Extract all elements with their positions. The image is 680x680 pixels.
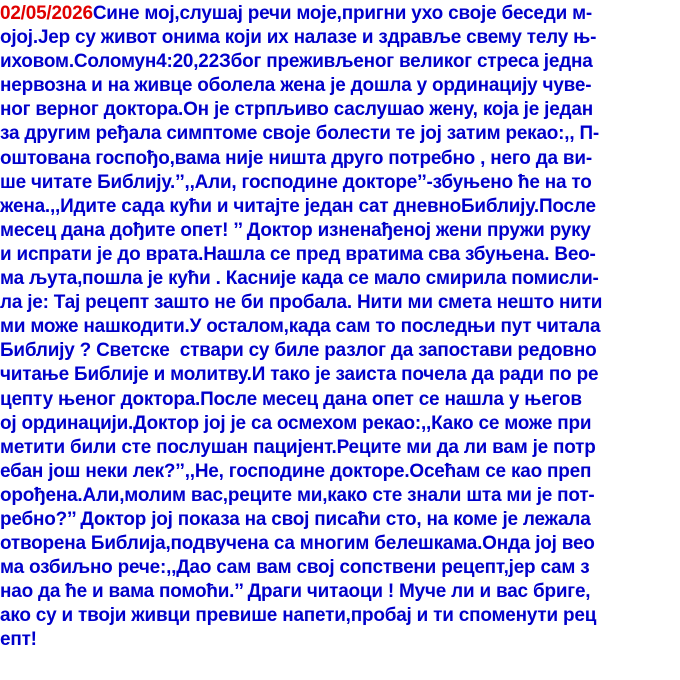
- text-line-14: ми може нашкодити.У осталом,када сам то последњи пут читала: [0, 316, 601, 338]
- text-line-26: ако су и твоји живци превише напети,пробај и ти споменути рец: [0, 605, 597, 627]
- text-line-9: жена.,,Идите сада кући и читајте један сат дневноБиблију.После: [0, 195, 596, 217]
- text-line-16: читање Библије и молитву.И тако је заиста почела да ради по ре: [0, 364, 599, 386]
- date-label: 02/05/2026: [0, 3, 93, 24]
- text-line-10: месец дана дођите опет! ’’ Доктор изненађеној жени пружи руку: [0, 219, 591, 241]
- text-line-3: иховом.Соломун4:20,22Због преживљеног великог стреса једна: [0, 51, 593, 73]
- text-line-1: [0, 2, 678, 26]
- text-line-8: ше читате Библију.’’,,Али, господине докторе’’-збуњено ће на то: [0, 171, 592, 193]
- text-line-1-body: Сине мој,слушај речи моје,пригни ухо своје беседи м-: [92, 3, 593, 24]
- text-line-11: и испрати је до врата.Нашла се пред вратима сва збуњена. Вео-: [0, 243, 596, 265]
- text-line-2: ојој.Јер су живот онима који их налазе и здравље свему телу њ-: [0, 27, 597, 49]
- text-line-19: метити били сте послушан пацијент.Реците ми да ли вам је потр: [0, 436, 596, 458]
- text-line-13: ла је: Тај рецепт зашто не би пробала. Нити ми смета нешто нити: [0, 292, 603, 314]
- text-line-17: цепту њеног доктора.После месец дана опет се нашла у његов: [0, 388, 582, 410]
- text-line-23: отворена Библија,подвучена са многим белешкама.Онда јој вео: [0, 533, 595, 555]
- text-line-6: за другим ређала симптоме своје болести те јој затим рекао:,, П-: [0, 123, 600, 145]
- text-line-20: ебан још неки лек?’’,,Не, господине докторе.Осећам се као преп: [0, 460, 592, 482]
- text-line-27: епт!: [0, 629, 37, 651]
- text-line-22: ребно?’’ Доктор јој показа на свој писаћи сто, на коме је лежала: [0, 508, 591, 530]
- text-line-4: нервозна и на живце оболела жена је дошла у ординацију чуве-: [0, 75, 592, 97]
- text-line-5: ног верног доктора.Он је стрпљиво саслушао жену, која је један: [0, 99, 593, 121]
- text-line-24: ма озбиљно рече:,,Дао сам вам свој сопствени рецепт,јер сам з: [0, 557, 590, 579]
- text-line-18: ој ординацији.Доктор јој је са осмехом рекао:,,Како се може при: [0, 412, 592, 434]
- devotional-text: [0, 2, 680, 653]
- text-line-7: оштована госпођо,вама није ништа друго потребно , него да ви-: [0, 147, 592, 169]
- text-line-21: орођена.Али,молим вас,реците ми,како сте знали шта ми је пот-: [0, 484, 595, 506]
- text-line-25: нао да ће и вама помоћи.’’ Драги читаоци ! Муче ли и вас бриге,: [0, 581, 591, 603]
- text-line-12: ма љута,пошла је кући . Касније када се мало смирила помисли-: [0, 268, 599, 290]
- text-line-15: Библију ? Светске ствари су биле разлог да запостави редовно: [0, 340, 597, 362]
